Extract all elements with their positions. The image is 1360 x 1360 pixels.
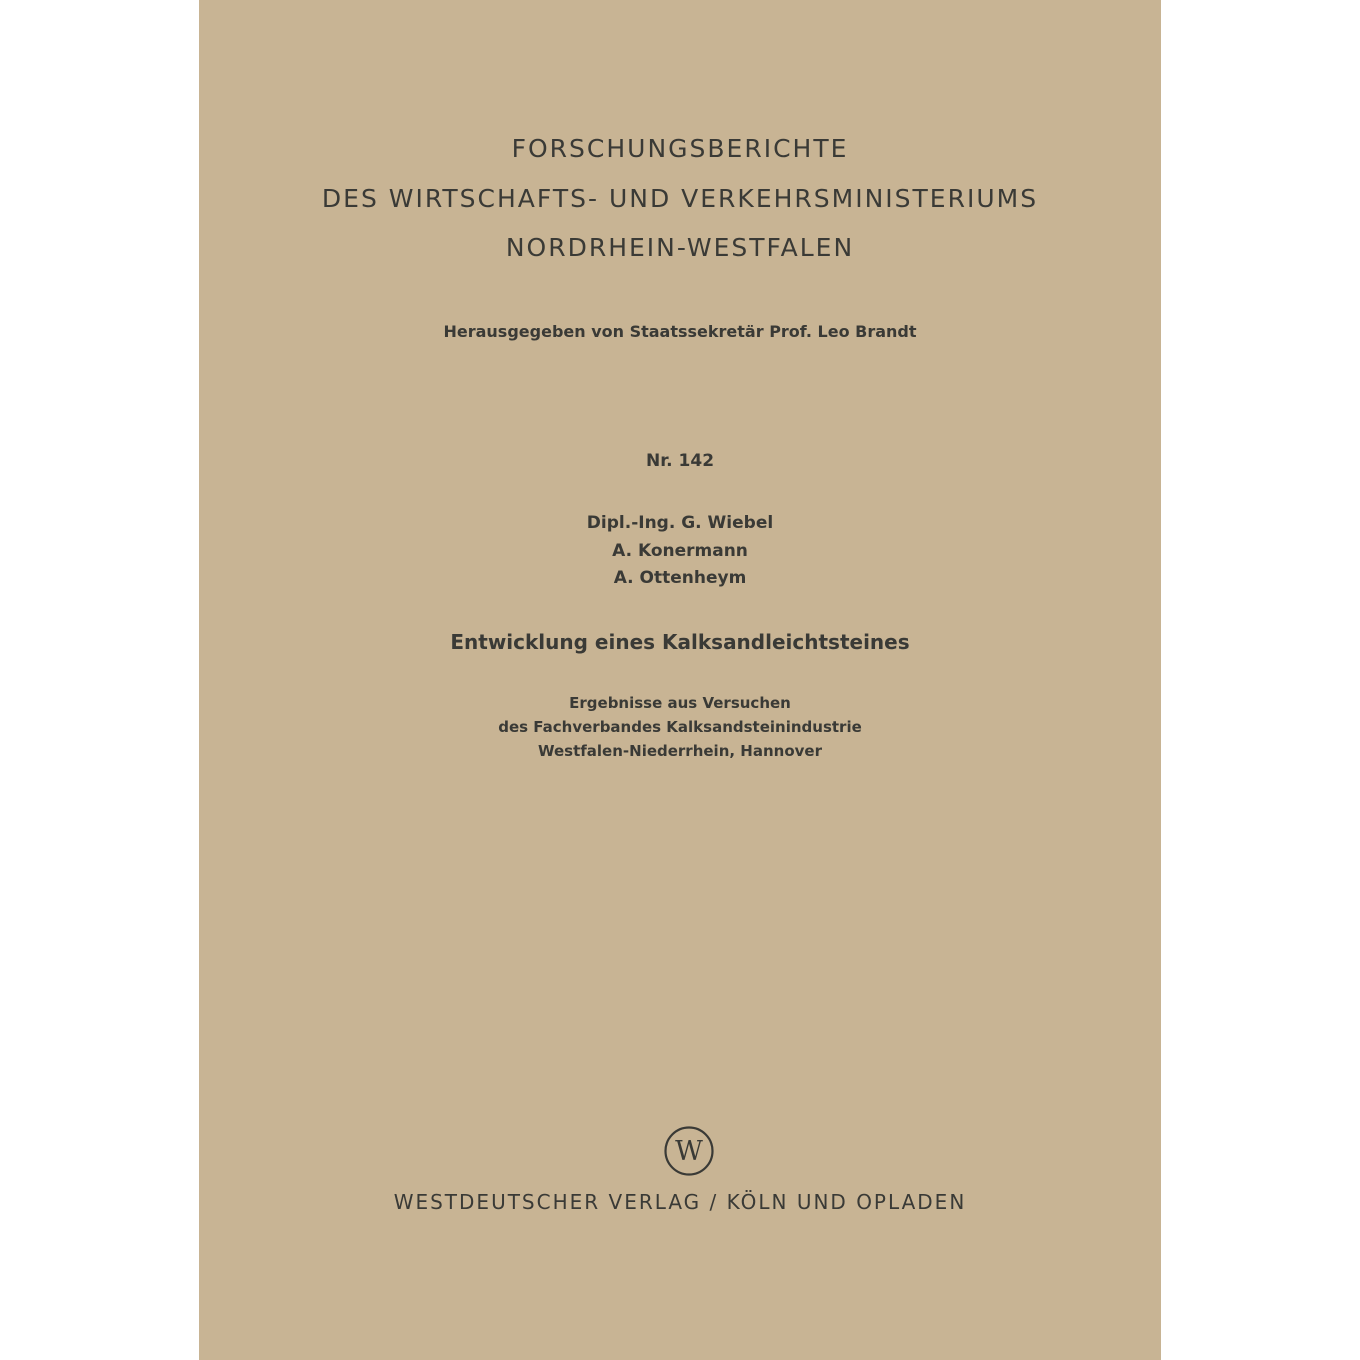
logo-letter: W	[675, 1136, 703, 1167]
subtitle-line-3: Westfalen-Niederrhein, Hannover	[537, 742, 822, 760]
book-cover	[199, 0, 1161, 1360]
editor-line: Herausgegeben von Staatssekretär Prof. Leo Brandt	[443, 322, 917, 341]
series-title-line-2: DES WIRTSCHAFTS- UND VERKEHRSMINISTERIUMS	[321, 184, 1039, 213]
publisher-line: WESTDEUTSCHER VERLAG / KÖLN UND OPLADEN	[393, 1190, 967, 1214]
series-title-line-1: FORSCHUNGSBERICHTE	[511, 134, 849, 163]
author-1: Dipl.-Ing. G. Wiebel	[586, 513, 774, 533]
author-3: A. Ottenheym	[613, 568, 747, 588]
publisher-logo-icon	[663, 1125, 715, 1177]
subtitle-line-2: des Fachverbandes Kalksandsteinindustrie	[498, 718, 862, 736]
series-title-line-3: NORDRHEIN-WESTFALEN	[505, 233, 855, 262]
book-title: Entwicklung eines Kalksandleichtsteines	[450, 630, 910, 654]
subtitle-line-1: Ergebnisse aus Versuchen	[569, 694, 791, 712]
volume-number: Nr. 142	[645, 451, 715, 471]
author-2: A. Konermann	[612, 541, 748, 561]
